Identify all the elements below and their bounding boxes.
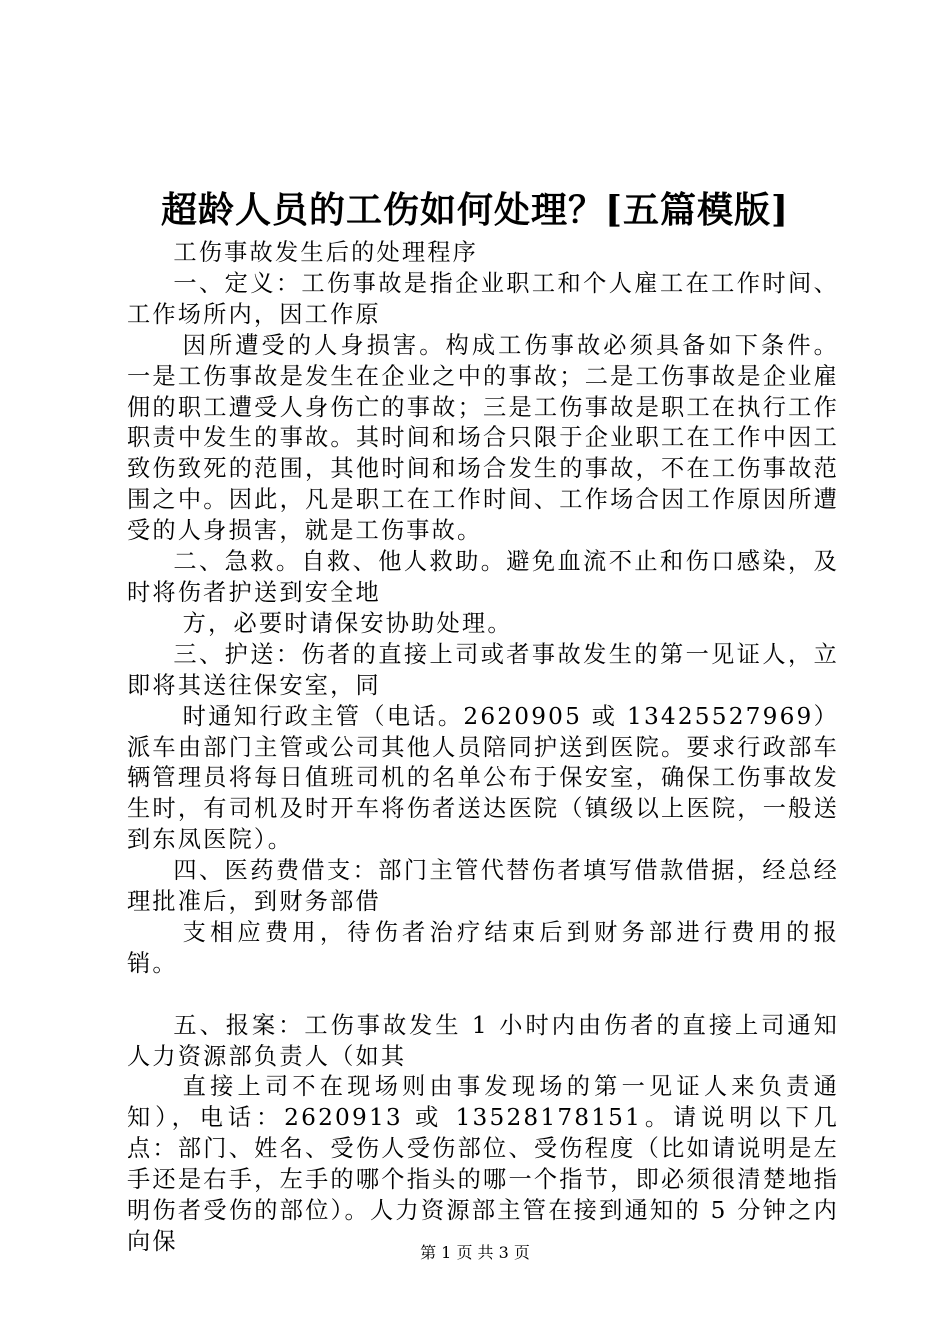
- paragraph-report-continued: 直接上司不在现场则由事发现场的第一见证人来负责通知），电话：2620913 或 13528178151。请说明以下几点：部门、姓名、受伤人受伤部位、受伤程度（比如请说明是左手还是右手，左手的哪个指头的哪一个指节，即必须很清楚地指明伤者受伤的部位）。人力资源部主管在接到通知的 5 分钟之内向保: [127, 1073, 839, 1255]
- paragraph-spacer: [127, 980, 839, 1011]
- paragraph-report: 五、报案：工伤事故发生 1 小时内由伤者的直接上司通知人力资源部负责人（如其: [127, 1011, 839, 1070]
- document-body: [127, 238, 839, 1258]
- paragraph-escort: 三、护送：伤者的直接上司或者事故发生的第一见证人，立即将其送往保安室，同: [127, 640, 839, 699]
- paragraph-medical-advance: 四、医药费借支：部门主管代替伤者填写借款借据，经总经理批准后，到财务部借: [127, 857, 839, 916]
- paragraph-escort-continued: 时通知行政主管（电话。2620905 或 13425527969）派车由部门主管或公司其他人员陪同护送到医院。要求行政部车辆管理员将每日值班司机的名单公布于保安室，确保工伤事故发生时，有司机及时开车将伤者送达医院（镇级以上医院，一般送到东凤医院）。: [127, 702, 839, 854]
- page-number-footer: 第 1 页 共 3 页: [420, 1243, 530, 1262]
- paragraph-definition-continued: 因所遭受的人身损害。构成工伤事故必须具备如下条件。一是工伤事故是发生在企业之中的事故；二是工伤事故是企业雇佣的职工遭受人身伤亡的事故；三是工伤事故是职工在执行工作职责中发生的事故。其时间和场合只限于企业职工在工作中因工致伤致死的范围，其他时间和场合发生的事故，不在工伤事故范围之中。因此，凡是职工在工作时间、工作场合因工作原因所遭受的人身损害，就是工伤事故。: [127, 331, 839, 545]
- paragraph-heading-procedure: 工伤事故发生后的处理程序: [173, 239, 479, 266]
- paragraph-first-aid-continued: 方，必要时请保安协助处理。: [182, 609, 513, 637]
- paragraph-definition: 一、定义：工伤事故是指企业职工和个人雇工在工作时间、工作场所内，因工作原: [127, 269, 839, 328]
- paragraph-first-aid: 二、急救。自救、他人救助。避免血流不止和伤口感染，及时将伤者护送到安全地: [127, 548, 839, 606]
- document-title: 超龄人员的工伤如何处理？[五篇模版]: [160, 189, 790, 231]
- paragraph-medical-advance-continued: 支相应费用，待伤者治疗结束后到财务部进行费用的报销。: [127, 918, 839, 977]
